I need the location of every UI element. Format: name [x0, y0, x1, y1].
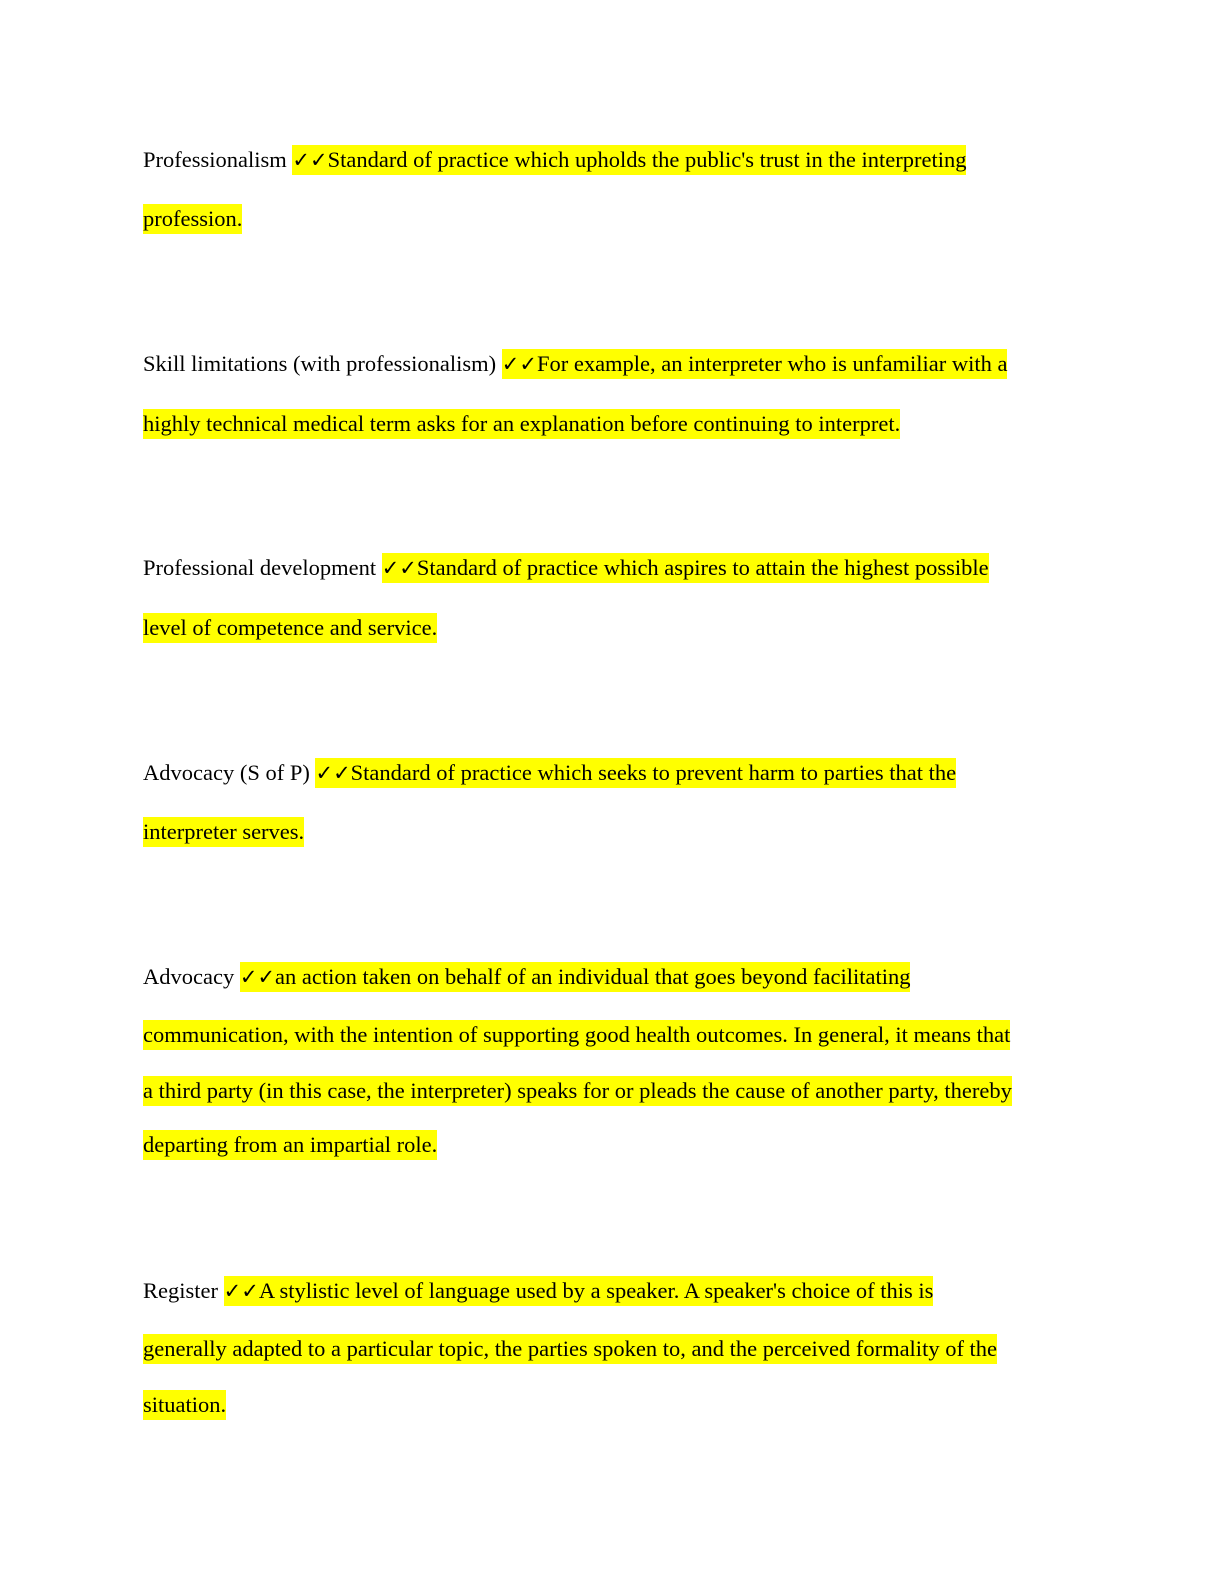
entry-definition-line — [143, 1334, 997, 1364]
entry-definition-line — [143, 1076, 1012, 1106]
entry-definition-text: generally adapted to a particular topic, the parties spoken to, and the perceived formality of the — [143, 1334, 997, 1364]
entry-definition-line — [143, 613, 437, 643]
entry-definition-text: an action taken on behalf of an individual that goes beyond facilitating — [275, 964, 911, 989]
entry-definition-text: Standard of practice which seeks to prevent harm to parties that the — [350, 760, 957, 785]
entry-definition-line — [143, 1390, 226, 1420]
entry-definition-text: departing from an impartial role. — [143, 1130, 437, 1160]
entry-definition-line — [143, 204, 242, 234]
entry-definition-text: interpreter serves. — [143, 817, 304, 847]
entry-definition-text: communication, with the intention of supporting good health outcomes. In general, it means that — [143, 1020, 1010, 1050]
entry-definition-text: A stylistic level of language used by a speaker. A speaker's choice of this is — [258, 1278, 934, 1303]
entry-definition-text: a third party (in this case, the interpreter) speaks for or pleads the cause of another party, thereby — [143, 1076, 1012, 1106]
entry-term: Advocacy (S of P) — [143, 760, 310, 785]
entry-definition-line — [143, 409, 900, 439]
double-checkmark-icon: ✓✓ — [501, 352, 537, 376]
entry-definition-text: Standard of practice which aspires to attain the highest possible — [416, 555, 989, 580]
entry-term: Advocacy — [143, 964, 235, 989]
entry-definition-text: situation. — [143, 1390, 226, 1420]
entry-first-line — [143, 553, 989, 583]
double-checkmark-icon: ✓✓ — [315, 761, 351, 785]
entry-term: Professionalism — [143, 147, 287, 172]
entry-definition-text: Standard of practice which upholds the public's trust in the interpreting — [327, 147, 967, 172]
entry-term: Professional development — [143, 555, 377, 580]
entry-first-line — [143, 1276, 933, 1306]
double-checkmark-icon: ✓✓ — [223, 1279, 259, 1303]
entry-definition-line — [143, 1020, 1010, 1050]
double-checkmark-icon: ✓✓ — [292, 148, 328, 172]
entry-definition-line — [143, 817, 304, 847]
entry-definition-text: highly technical medical term asks for an explanation before continuing to interpret. — [143, 409, 900, 439]
entry-definition-highlight — [240, 962, 911, 992]
entry-definition-highlight — [292, 145, 966, 175]
entry-term: Skill limitations (with professionalism) — [143, 351, 497, 376]
entry-definition-text: level of competence and service. — [143, 613, 437, 643]
double-checkmark-icon: ✓✓ — [381, 556, 417, 580]
entry-definition-highlight — [224, 1276, 934, 1306]
double-checkmark-icon: ✓✓ — [239, 965, 276, 989]
entry-first-line — [143, 962, 910, 992]
entry-definition-text: profession. — [143, 204, 242, 234]
entry-definition-highlight — [382, 553, 989, 583]
entry-first-line — [143, 145, 966, 175]
entry-first-line — [143, 349, 1007, 379]
entry-term: Register — [143, 1278, 218, 1303]
entry-definition-highlight — [502, 349, 1008, 379]
entry-definition-line — [143, 1130, 437, 1160]
entry-definition-text: For example, an interpreter who is unfamiliar with a — [536, 351, 1008, 376]
entry-first-line — [143, 758, 956, 788]
entry-definition-highlight — [315, 758, 956, 788]
